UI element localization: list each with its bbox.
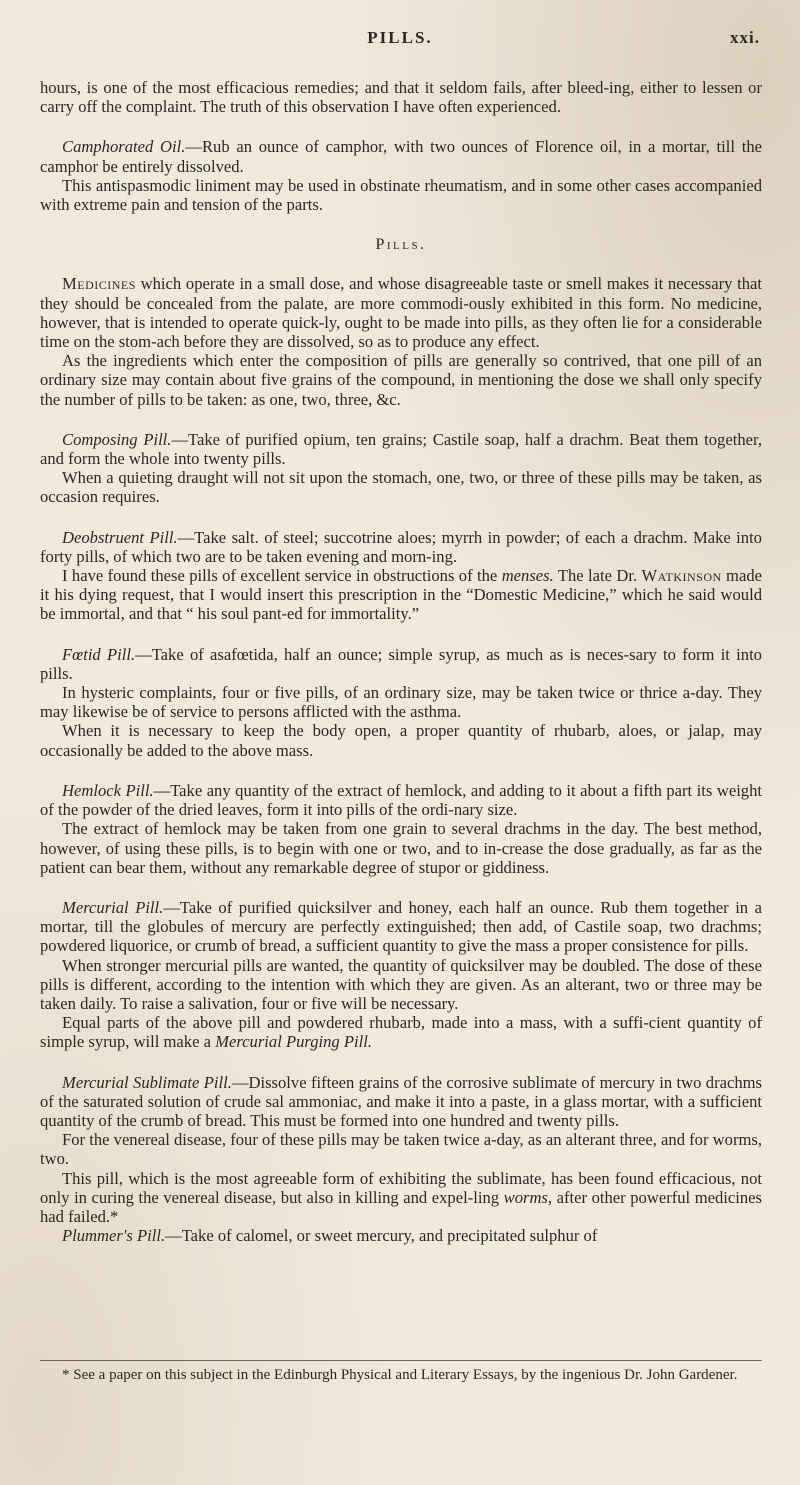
intro-text: which operate in a small dose, and whose disagreeable taste or smell makes it necessary that they should be concealed from the palate, are more commodi-ously exhibited in this form. No medicine, however, that is intended to operate quick-ly, ought to be made into pills, as they often lie for a considerable time on the stom-ach before they are dissolved, so as to produce any effect. [40, 274, 762, 352]
recipe-name: Mercurial Sublimate Pill. [62, 1072, 232, 1092]
recipe-text: —Rub an ounce of camphor, with two ounces of Florence oil, in a mortar, till the camphor be entirely dissolved. [40, 137, 762, 176]
camphorated-oil-note: This antispasmodic liniment may be used in obstinate rheumatism, and in some other cases accompanied with extreme pain and tension of the parts. [40, 175, 762, 215]
running-head [0, 28, 800, 52]
deobstruent-pill-note [40, 566, 762, 624]
recipe-name: Fœtid Pill. [62, 644, 136, 664]
recipe-text: —Take any quantity of the extract of hemlock, and adding to it about a fifth part its weight of the powder of the dried leaves, form it into pills of the ordi-nary size. [40, 780, 763, 820]
deobstruent-pill-recipe [40, 528, 762, 566]
plummers-pill-recipe [40, 1226, 762, 1245]
sublimate-efficacy-note [40, 1169, 762, 1227]
lead-word: Medicines [62, 274, 136, 294]
footnote [40, 1367, 762, 1385]
recipe-name: Plummer's Pill. [62, 1226, 166, 1246]
italic-term: Mercurial Purging Pill. [215, 1032, 372, 1052]
recipe-text: —Dissolve fifteen grains of the corrosive sublimate of mercury in two drachms of the saturated solution of crude sal ammoniac, and make it into a paste, in a glass mortar, with a sufficient quantity of the crumb of bread. This must be formed into one hundred and twenty pills. [40, 1072, 762, 1130]
recipe-text: —Take of purified quicksilver and honey, each half an ounce. Rub them together in a mortar, till the globules of mercury are perfectly extinguished; then add, of Castile soap, two drachms; powdered liquorice, or crumb of bread, a sufficient quantity to give the mass a proper consistence for pills. [40, 897, 762, 956]
person-name: Watkinson [641, 566, 722, 586]
mercurial-pill-recipe [40, 898, 762, 956]
note-text: made it his dying request, that I would insert this prescription in the “Domestic Medicine,” which he said would be immortal, and that “ his soul pant-ed for immortality.” [40, 566, 762, 624]
italic-term: worms [503, 1187, 548, 1207]
note-text: I have found these pills of excellent service in obstructions of the [62, 566, 502, 586]
foetid-pill-note: In hysteric complaints, four or five pills, of an ordinary size, may be taken twice or thrice a-day. They may likewise be of service to persons afflicted with the asthma. [40, 683, 762, 722]
running-head-title: PILLS. [367, 28, 433, 47]
camphorated-oil-recipe [40, 137, 762, 175]
section-heading: Pills. [375, 236, 427, 254]
recipe-name: Deobstruent Pill. [62, 527, 178, 547]
opening-paragraph: hours, is one of the most efficacious remedies; and that it seldom fails, after bleed-ing, either to lessen or carry off the complaint. The truth of this observation I have often experienced. [40, 78, 762, 117]
hemlock-pill-recipe [40, 781, 762, 819]
composing-pill-note: When a quieting draught will not sit upon the stomach, one, two, or three of these pills may be taken, as occasion requires. [40, 468, 762, 507]
note-text: This pill, which is the most agreeable form of exhibiting the sublimate, has been found efficacious, not only in curing the venereal disease, but also in killing and expel-ling [40, 1168, 762, 1207]
recipe-name: Hemlock Pill. [62, 780, 154, 800]
recipe-text: —Take of calomel, or sweet mercury, and precipitated sulphur of [165, 1226, 598, 1246]
foetid-pill-note-2: When it is necessary to keep the body open, a proper quantity of rhubarb, aloes, or jalap, may occasionally be added to the above mass. [40, 721, 762, 760]
recipe-text: —Take of purified opium, ten grains; Castile soap, half a drachm. Beat them together, and form the whole into twenty pills. [40, 429, 762, 469]
recipe-text: —Take salt. of steel; succotrine aloes; myrrh in powder; of each a drachm. Make into forty pills, of which two are to be taken evening and morn-ing. [40, 527, 762, 566]
page-number: xxi. [730, 28, 760, 47]
sublimate-dose-note: For the venereal disease, four of these pills may be taken twice a-day, as an alterant three, and for worms, two. [40, 1130, 762, 1169]
note-text: Equal parts of the above pill and powdered rhubarb, made into a mass, with a suffi-cient quantity of simple syrup, will make a [40, 1013, 762, 1052]
pills-dose-paragraph: As the ingredients which enter the composition of pills are generally so contrived, that one pill of an ordinary size may contain about five grains of the compound, in mentioning the dose we shall only specify the number of pills to be taken: as one, two, three, &c. [40, 351, 762, 409]
mercurial-purging-pill-note [40, 1013, 762, 1051]
mercurial-sublimate-pill-recipe [40, 1073, 762, 1131]
footnote-text: * See a paper on this subject in the Edinburgh Physical and Literary Essays, by the ingenious Dr. John Gardener. [62, 1367, 738, 1383]
hemlock-pill-note: The extract of hemlock may be taken from one grain to several drachms in the day. The best method, however, of using these pills, is to begin with one or two, and to in-crease the dose gradually, as far as the patient can bear them, without any remarkable degree of stupor or giddiness. [40, 819, 762, 877]
recipe-name: Composing Pill. [62, 429, 172, 449]
body-text [40, 78, 762, 1245]
note-text: The late Dr. [553, 566, 642, 586]
recipe-text: —Take of asafœtida, half an ounce; simple syrup, as much as is neces-sary to form it into pills. [40, 644, 762, 683]
recipe-name: Camphorated Oil. [62, 137, 186, 157]
mercurial-pill-note: When stronger mercurial pills are wanted, the quantity of quicksilver may be doubled. The dose of these pills is different, according to the intention with which they are given. As an alterant, two or three may be taken daily. To raise a salivation, four or five will be necessary. [40, 955, 762, 1013]
footnote-rule [40, 1360, 762, 1361]
recipe-name: Mercurial Pill. [62, 897, 164, 917]
note-text: , after other powerful medicines had failed.* [40, 1187, 762, 1226]
italic-term: menses. [501, 566, 554, 586]
composing-pill-recipe [40, 430, 762, 468]
pills-intro-paragraph [40, 274, 762, 351]
foetid-pill-recipe [40, 645, 762, 683]
